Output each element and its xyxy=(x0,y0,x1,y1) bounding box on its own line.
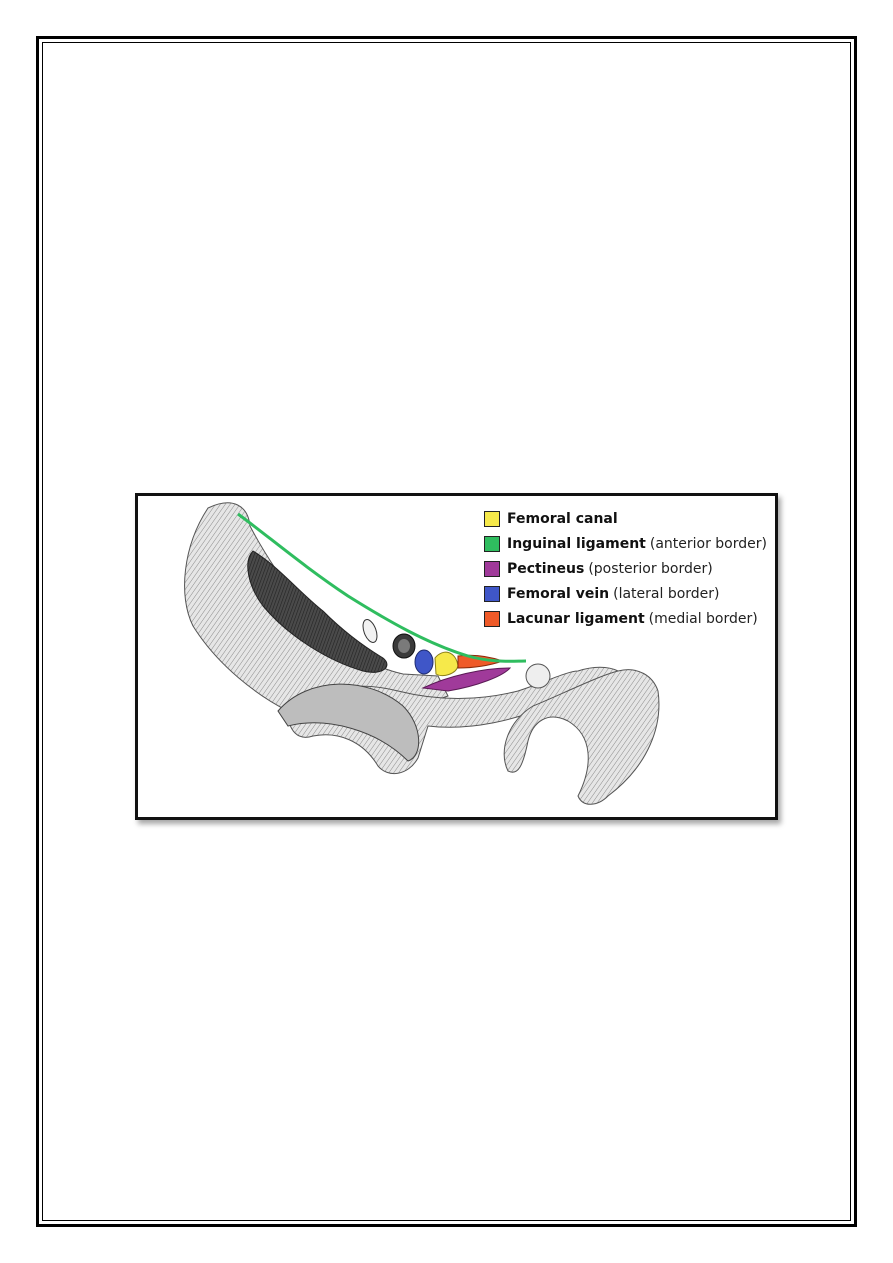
legend-item-inguinal-ligament xyxy=(484,531,778,556)
legend-desc: (medial border) xyxy=(648,610,758,627)
legend-name: Pectineus xyxy=(507,560,585,577)
legend-item-pectineus xyxy=(484,556,778,581)
legend-desc: (anterior border) xyxy=(649,535,767,552)
figure-legend xyxy=(484,506,778,631)
legend-name: Inguinal ligament xyxy=(507,535,646,552)
legend-desc: (posterior border) xyxy=(588,560,713,577)
anatomy-figure xyxy=(135,493,778,820)
legend-item-femoral-canal xyxy=(484,506,778,531)
legend-name: Lacunar ligament xyxy=(507,610,645,627)
femoral-canal-region xyxy=(435,652,458,675)
lacunar-ligament-swatch xyxy=(484,611,500,627)
legend-item-femoral-vein xyxy=(484,581,778,606)
legend-name: Femoral canal xyxy=(507,510,618,527)
inguinal-ligament-swatch xyxy=(484,536,500,552)
pectineus-swatch xyxy=(484,561,500,577)
femoral-canal-swatch xyxy=(484,511,500,527)
legend-desc: (lateral border) xyxy=(613,585,720,602)
legend-name: Femoral vein xyxy=(507,585,610,602)
femoral-vein-region xyxy=(415,650,433,674)
legend-item-lacunar-ligament xyxy=(484,606,778,631)
femoral-vein-swatch xyxy=(484,586,500,602)
